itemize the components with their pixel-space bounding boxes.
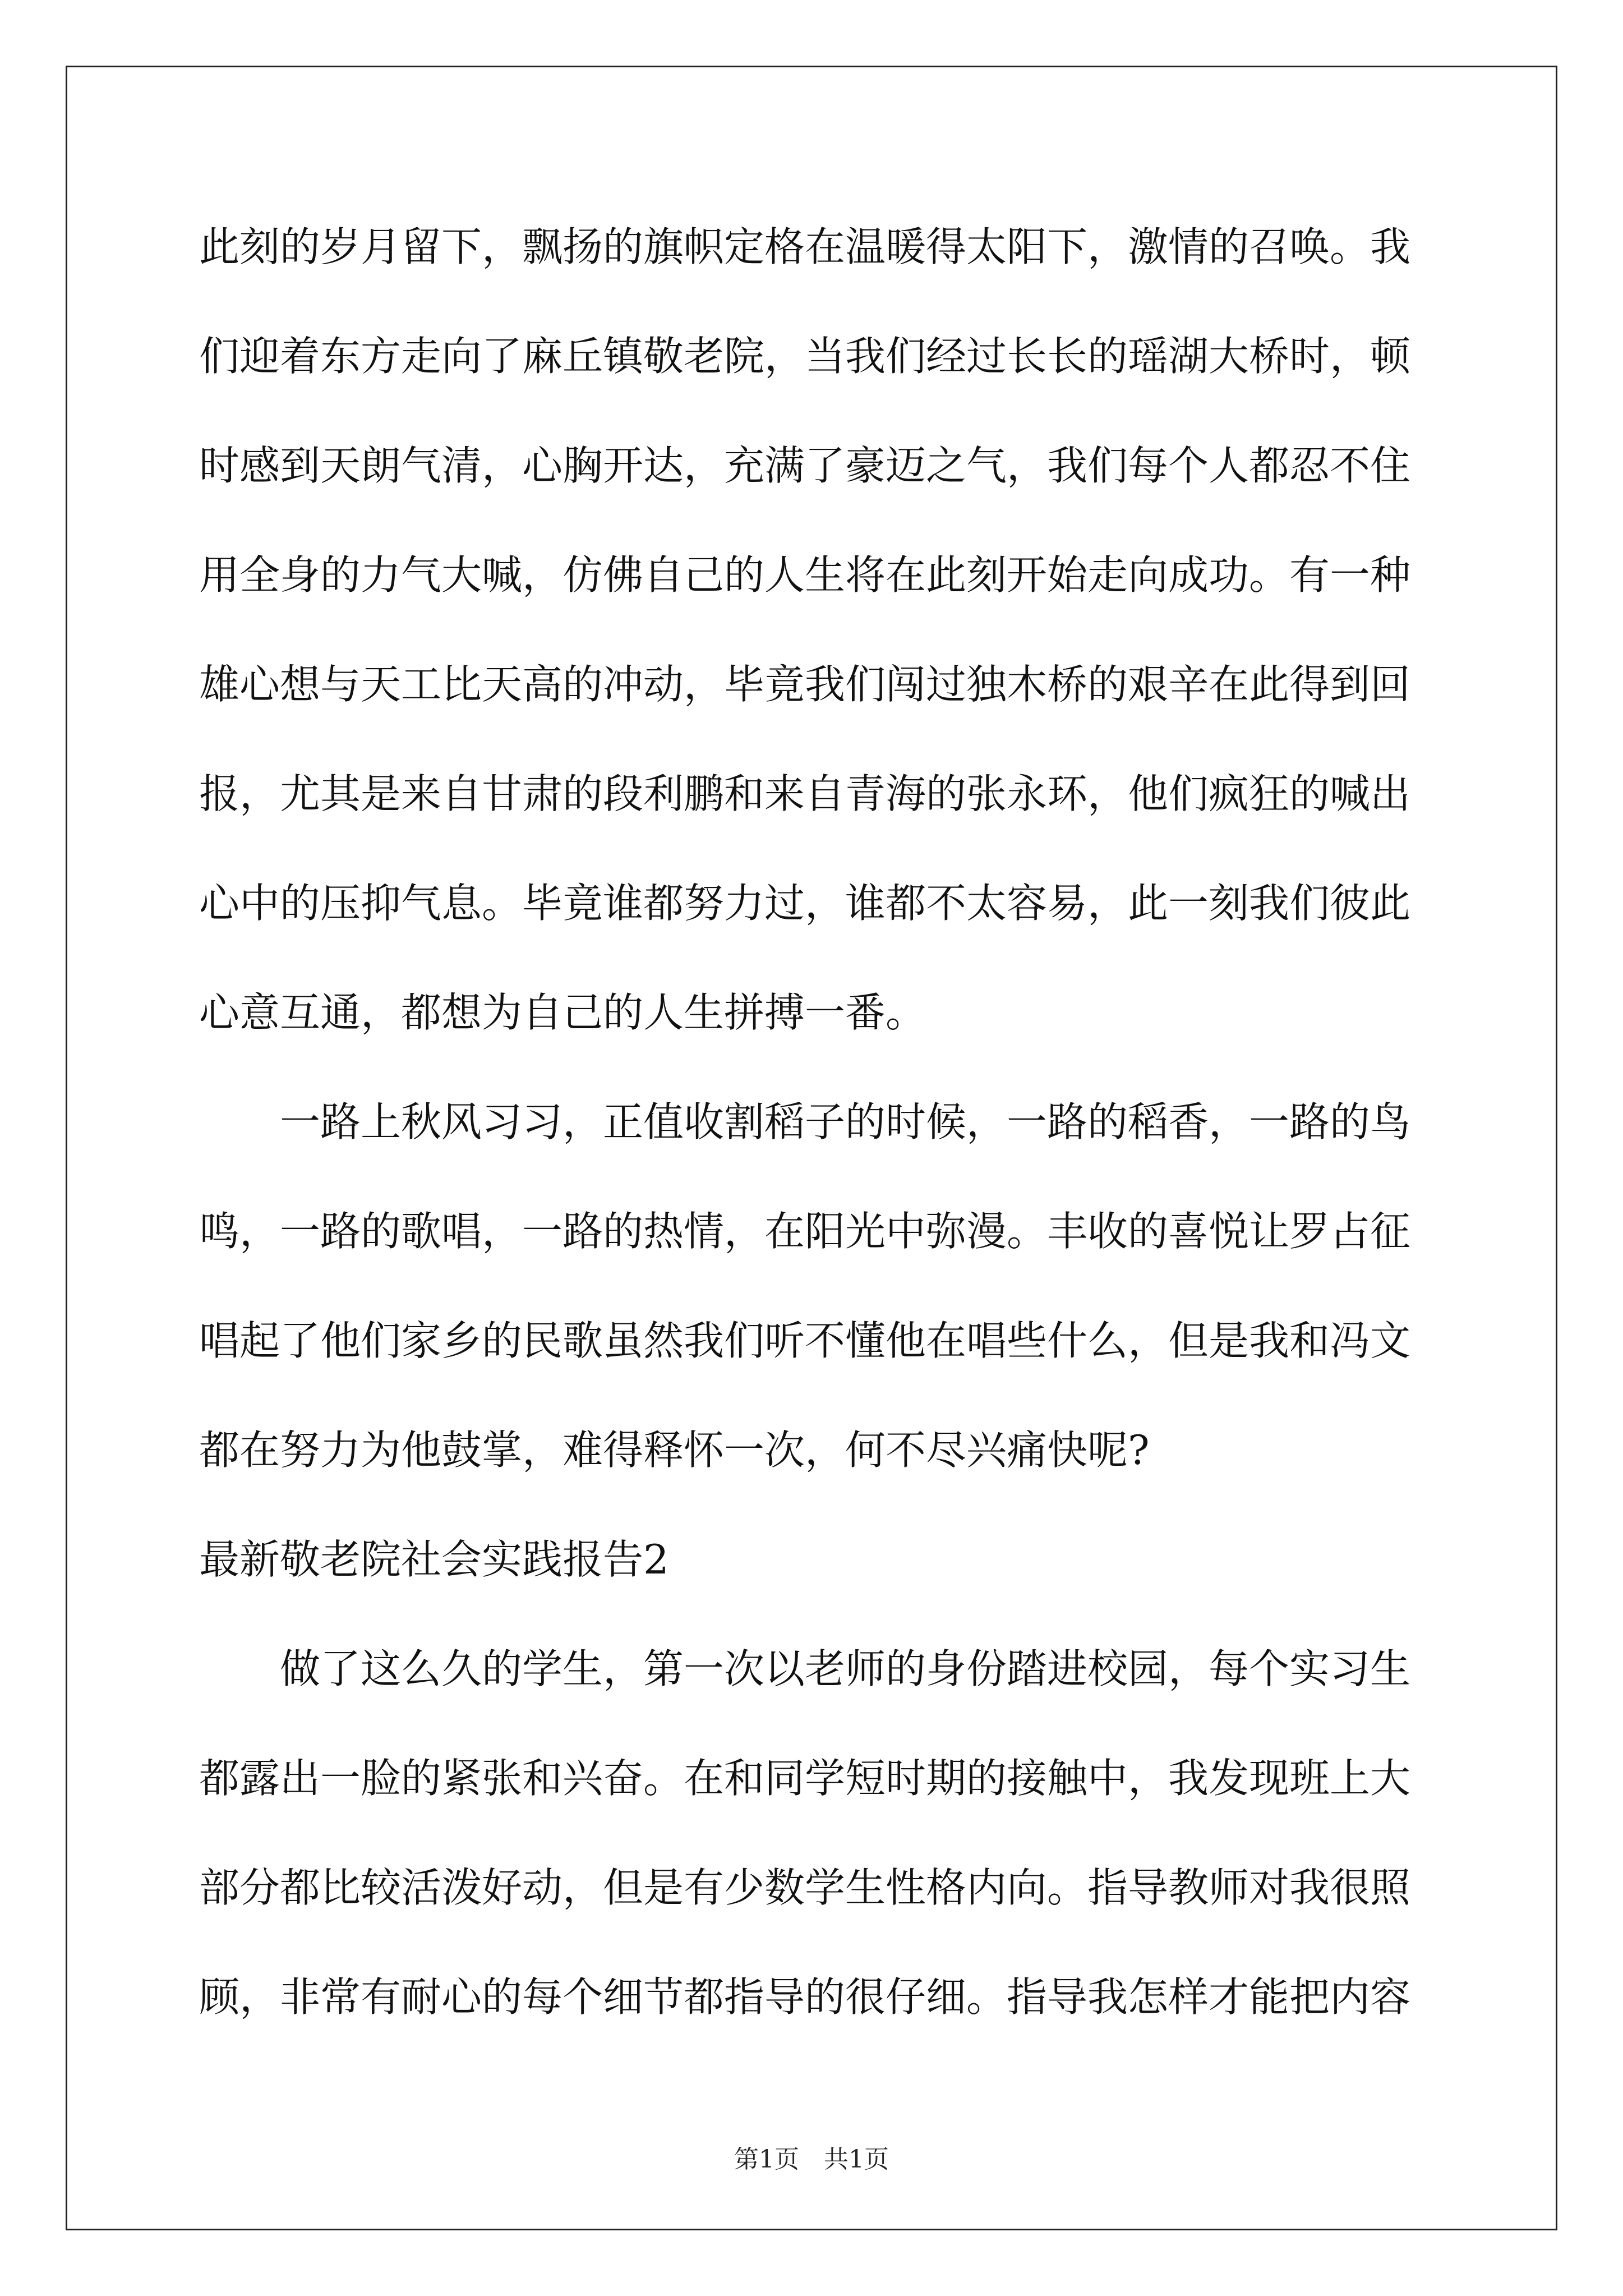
- text-line: 鸣，一路的歌唱，一路的热情，在阳光中弥漫。丰收的喜悦让罗占征: [199, 1208, 1411, 1255]
- text-line: 心意互通，都想为自己的人生拼搏一番。: [199, 989, 926, 1036]
- text-line: 都露出一脸的紧张和兴奋。在和同学短时期的接触中，我发现班上大: [199, 1755, 1411, 1802]
- paragraph-start-line: 一路上秋风习习，正值收割稻子的时候，一路的稻香，一路的鸟: [199, 1098, 1411, 1145]
- text-line: 心中的压抑气息。毕竟谁都努力过，谁都不太容易，此一刻我们彼此: [199, 880, 1411, 927]
- text-line: 们迎着东方走向了麻丘镇敬老院，当我们经过长长的瑶湖大桥时，顿: [199, 333, 1411, 380]
- text-line: 用全身的力气大喊，仿佛自己的人生将在此刻开始走向成功。有一种: [199, 551, 1411, 599]
- text-line: 唱起了他们家乡的民歌虽然我们听不懂他在唱些什么，但是我和冯文: [199, 1317, 1411, 1364]
- text-line: 雄心想与天工比天高的冲动，毕竟我们闯过独木桥的艰辛在此得到回: [199, 661, 1411, 708]
- paragraph-start-line: 做了这么久的学生，第一次以老师的身份踏进校园，每个实习生: [199, 1645, 1411, 1692]
- text-line: 报，尤其是来自甘肃的段利鹏和来自青海的张永环，他们疯狂的喊出: [199, 770, 1411, 817]
- text-line: 顾，非常有耐心的每个细节都指导的很仔细。指导我怎样才能把内容: [199, 1973, 1411, 2021]
- page-footer: 第1页 共1页: [734, 2145, 889, 2174]
- section-heading: 最新敬老院社会实践报告2: [199, 1536, 669, 1583]
- text-line: 此刻的岁月留下，飘扬的旗帜定格在温暖得太阳下，激情的召唤。我: [199, 223, 1411, 270]
- text-line: 都在努力为他鼓掌，难得释怀一次，何不尽兴痛快呢?: [199, 1427, 1150, 1474]
- text-line: 部分都比较活泼好动，但是有少数学生性格内向。指导教师对我很照: [199, 1864, 1411, 1911]
- text-line: 时感到天朗气清，心胸开达，充满了豪迈之气，我们每个人都忍不住: [199, 442, 1411, 489]
